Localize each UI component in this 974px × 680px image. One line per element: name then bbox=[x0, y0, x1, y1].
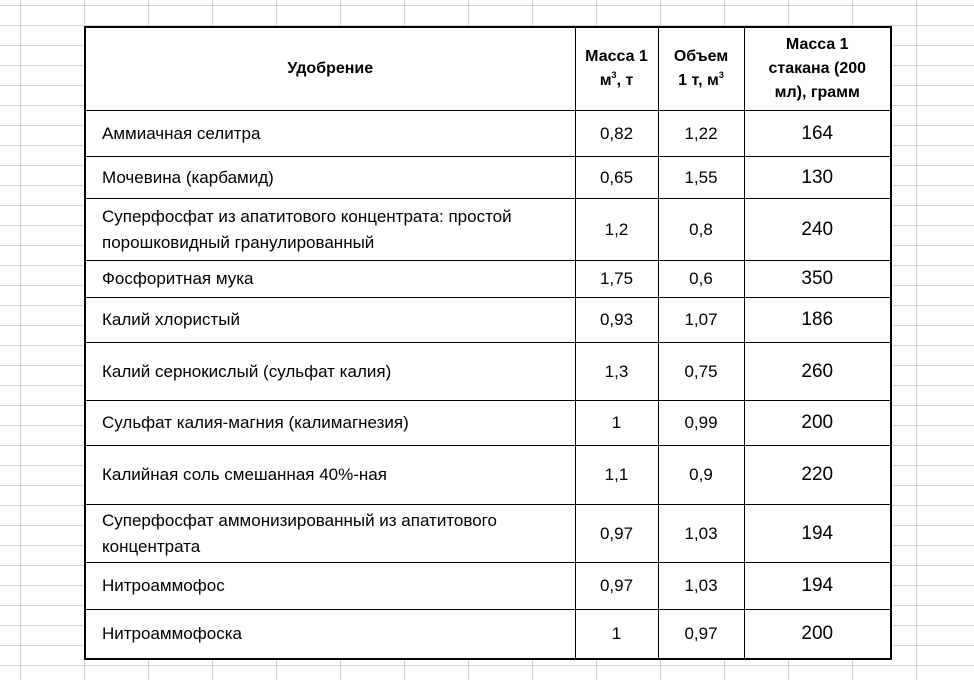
header-glass-mass: Масса 1 стакана (200 мл), грамм bbox=[744, 27, 891, 111]
volume-value: 1,03 bbox=[658, 563, 744, 610]
table-row bbox=[85, 401, 891, 446]
header-volume-per-ton: Объем 1 т, $м^3$ bbox=[658, 27, 744, 111]
table-row bbox=[85, 563, 891, 610]
glass-mass-value: 200 bbox=[744, 610, 891, 659]
fertilizer-name: Суперфосфат из апатитового концентрата: простой порошковидный гранулированный bbox=[85, 199, 575, 261]
volume-value: 0,8 bbox=[658, 199, 744, 261]
glass-mass-value: 200 bbox=[744, 401, 891, 446]
table-row bbox=[85, 111, 891, 157]
volume-value: 1,55 bbox=[658, 157, 744, 199]
glass-mass-value: 220 bbox=[744, 446, 891, 505]
volume-value: 0,6 bbox=[658, 261, 744, 298]
fertilizer-name: Аммиачная селитра bbox=[85, 111, 575, 157]
volume-value: 1,03 bbox=[658, 505, 744, 563]
mass-value: 0,65 bbox=[575, 157, 658, 199]
mass-value: 1 bbox=[575, 610, 658, 659]
table-row bbox=[85, 610, 891, 659]
volume-value: 1,22 bbox=[658, 111, 744, 157]
glass-mass-value: 164 bbox=[744, 111, 891, 157]
mass-value: 1,75 bbox=[575, 261, 658, 298]
glass-mass-value: 194 bbox=[744, 505, 891, 563]
glass-mass-value: 350 bbox=[744, 261, 891, 298]
mass-value: 1,3 bbox=[575, 343, 658, 401]
mass-value: 0,97 bbox=[575, 505, 658, 563]
mass-value: 0,82 bbox=[575, 111, 658, 157]
fertilizer-name: Фосфоритная мука bbox=[85, 261, 575, 298]
fertilizer-name: Суперфосфат аммонизированный из апатитового концентрата bbox=[85, 505, 575, 563]
glass-mass-value: 260 bbox=[744, 343, 891, 401]
table-row bbox=[85, 261, 891, 298]
fertilizer-name: Калийная соль смешанная 40%-ная bbox=[85, 446, 575, 505]
fertilizer-name: Мочевина (карбамид) bbox=[85, 157, 575, 199]
fertilizer-name: Нитроаммофос bbox=[85, 563, 575, 610]
glass-mass-value: 130 bbox=[744, 157, 891, 199]
glass-mass-value: 186 bbox=[744, 298, 891, 343]
fertilizer-name: Сульфат калия-магния (калимагнезия) bbox=[85, 401, 575, 446]
volume-value: 0,75 bbox=[658, 343, 744, 401]
table-row bbox=[85, 505, 891, 563]
glass-mass-value: 194 bbox=[744, 563, 891, 610]
mass-value: 0,93 bbox=[575, 298, 658, 343]
volume-value: 1,07 bbox=[658, 298, 744, 343]
table-row bbox=[85, 157, 891, 199]
mass-value: 1,1 bbox=[575, 446, 658, 505]
fertilizer-table bbox=[84, 26, 892, 660]
fertilizer-name: Калий сернокислый (сульфат калия) bbox=[85, 343, 575, 401]
mass-value: 0,97 bbox=[575, 563, 658, 610]
table-row bbox=[85, 446, 891, 505]
header-row bbox=[85, 27, 891, 111]
volume-value: 0,99 bbox=[658, 401, 744, 446]
header-fertilizer: Удобрение bbox=[85, 27, 575, 111]
table-row bbox=[85, 343, 891, 401]
mass-value: 1 bbox=[575, 401, 658, 446]
table-row bbox=[85, 298, 891, 343]
volume-value: 0,97 bbox=[658, 610, 744, 659]
header-mass-per-m3: Масса 1 $м^3$, т bbox=[575, 27, 658, 111]
mass-value: 1,2 bbox=[575, 199, 658, 261]
glass-mass-value: 240 bbox=[744, 199, 891, 261]
fertilizer-name: Калий хлористый bbox=[85, 298, 575, 343]
table-row bbox=[85, 199, 891, 261]
fertilizer-name: Нитроаммофоска bbox=[85, 610, 575, 659]
volume-value: 0,9 bbox=[658, 446, 744, 505]
